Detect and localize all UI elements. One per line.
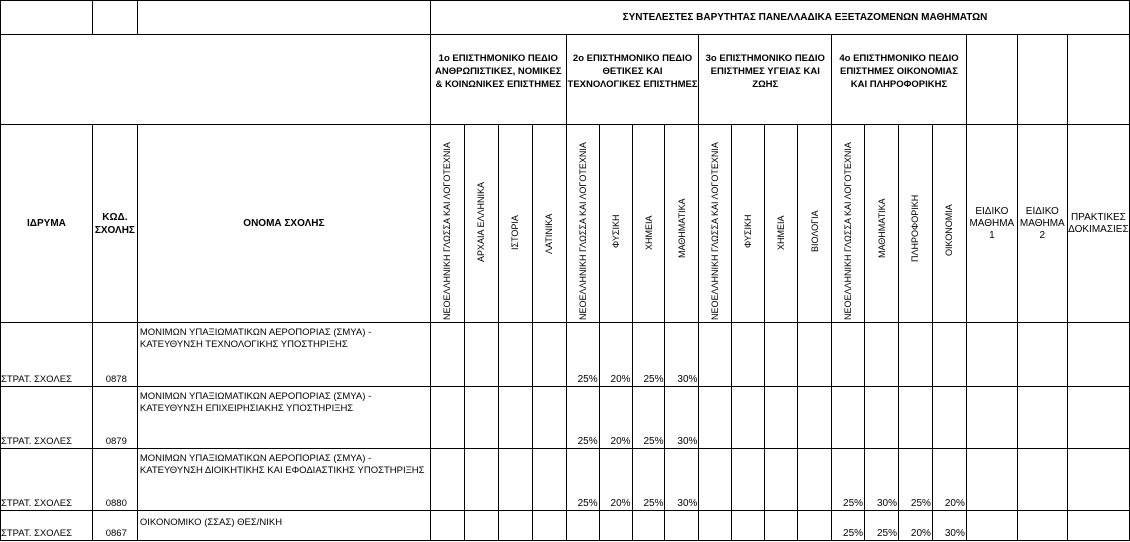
value-cell [699,323,732,387]
table-row [1,511,1130,541]
value-cell: 25% [865,511,899,541]
subject-header: ΦΥΣΙΚΗ [732,125,765,323]
value-cell [498,511,532,541]
subject-header: ΑΡΧΑΙΑ ΕΛΛΗΝΙΚΑ [464,125,498,323]
blank-cell [92,1,137,35]
value-cell [599,511,632,541]
value-cell [464,387,498,449]
value-cell [430,387,464,449]
table-title: ΣΥΝΤΕΛΕΣΤΕΣ ΒΑΡΥΤΗΤΑΣ ΠΑΝΕΛΛΑΔΙΚΑ ΕΞΕΤΑΖΟΜΕΝΩΝ ΜΑΘΗΜΑΤΩΝ [430,1,1129,35]
value-cell: 25% [632,449,665,511]
subject-header: ΝΕΟΕΛΛΗΝΙΚΗ ΓΛΩΣΣΑ ΚΑΙ ΛΟΓΟΤΕΧΝΙΑ [566,125,599,323]
value-cell [765,511,798,541]
value-cell [832,387,865,449]
practical-cell [1067,323,1129,387]
subject-header: ΝΕΟΕΛΛΗΝΙΚΗ ΓΛΩΣΣΑ ΚΑΙ ΛΟΓΟΤΕΧΝΙΑ [699,125,732,323]
subject-header: ΛΑΤΙΝΙΚΑ [532,125,566,323]
value-cell: 25% [566,449,599,511]
value-cell [665,511,699,541]
institution-cell: ΣΤΡΑΤ. ΣΧΟΛΕΣ [1,387,93,449]
value-cell: 20% [932,449,966,511]
field-header-1: 1ο ΕΠΙΣΤΗΜΟΝΙΚΟ ΠΕΔΙΟ ΑΝΘΡΩΠΙΣΤΙΚΕΣ, ΝΟΜΙΚΕΣ & ΚΟΙΝΩΝΙΚΕΣ ΕΠΙΣΤΗΜΕΣ [430,35,566,125]
value-cell: 25% [632,323,665,387]
institution-header: ΙΔΡΥΜΑ [1,125,93,323]
blank-header-cell [1,35,431,125]
value-cell [898,323,932,387]
blank-cell [137,1,430,35]
value-cell [498,387,532,449]
special-1-cell [966,387,1017,449]
value-cell [532,511,566,541]
value-cell [632,511,665,541]
value-cell: 30% [932,511,966,541]
value-cell [832,323,865,387]
value-cell [430,449,464,511]
value-cell: 25% [566,387,599,449]
school-name-cell: ΟΙΚΟΝΟΜΙΚΟ (ΣΣΑΣ) ΘΕΣ/ΝΙΚΗ [137,511,430,541]
value-cell: 20% [599,387,632,449]
value-cell: 25% [632,387,665,449]
value-cell [566,511,599,541]
value-cell: 20% [599,323,632,387]
special-subject-1-header: ΕΙΔΙΚΟ ΜΑΘΗΜΑ 1 [966,125,1017,323]
value-cell [464,511,498,541]
practical-cell [1067,387,1129,449]
code-header: ΚΩΔ. ΣΧΟΛΗΣ [92,125,137,323]
value-cell [798,449,832,511]
value-cell [498,449,532,511]
school-name-cell: ΜΟΝΙΜΩΝ ΥΠΑΞΙΩΜΑΤΙΚΩΝ ΑΕΡΟΠΟΡΙΑΣ (ΣΜΥΑ) - ΚΑΤΕΥΘΥΝΣΗ ΤΕΧΝΟΛΟΓΙΚΗΣ ΥΠΟΣΤΗΡΙΞΗΣ [137,323,430,387]
subject-header: ΜΑΘΗΜΑΤΙΚΑ [665,125,699,323]
value-cell: 25% [566,323,599,387]
code-cell: 0880 [92,449,137,511]
special-2-cell [1017,323,1067,387]
field-header-3: 3ο ΕΠΙΣΤΗΜΟΝΙΚΟ ΠΕΔΙΟ ΕΠΙΣΤΗΜΕΣ ΥΓΕΙΑΣ ΚΑΙ ΖΩΗΣ [699,35,832,125]
value-cell: 20% [898,511,932,541]
blank-header-cell [1067,35,1129,125]
value-cell: 20% [599,449,632,511]
value-cell [798,323,832,387]
institution-cell: ΣΤΡΑΤ. ΣΧΟΛΕΣ [1,449,93,511]
table-row [1,449,1130,511]
subject-header: ΠΛΗΡΟΦΟΡΙΚΗ [898,125,932,323]
subject-header: ΜΑΘΗΜΑΤΙΚΑ [865,125,899,323]
blank-cell [1,1,93,35]
special-1-cell [966,449,1017,511]
practical-tests-header: ΠΡΑΚΤΙΚΕΣ ΔΟΚΙΜΑΣΙΕΣ [1067,125,1129,323]
subject-header: ΦΥΣΙΚΗ [599,125,632,323]
value-cell [798,387,832,449]
blank-header-cell [1017,35,1067,125]
subject-header: ΒΙΟΛΟΓΙΑ [798,125,832,323]
value-cell [532,387,566,449]
value-cell [932,387,966,449]
table-row [1,387,1130,449]
value-cell: 25% [832,449,865,511]
school-name-cell: ΜΟΝΙΜΩΝ ΥΠΑΞΙΩΜΑΤΙΚΩΝ ΑΕΡΟΠΟΡΙΑΣ (ΣΜΥΑ) - ΚΑΤΕΥΘΥΝΣΗ ΔΙΟΙΚΗΤΙΚΗΣ ΚΑΙ ΕΦΟΔΙΑΣΤΙΚΗΣ ΥΠΟΣΤΗΡΙΞΗΣ [137,449,430,511]
value-cell: 30% [665,387,699,449]
value-cell [865,323,899,387]
blank-header-cell [966,35,1017,125]
value-cell [498,323,532,387]
value-cell: 30% [665,449,699,511]
value-cell [464,323,498,387]
value-cell [532,323,566,387]
value-cell [798,511,832,541]
subject-header: ΝΕΟΕΛΛΗΝΙΚΗ ΓΛΩΣΣΑ ΚΑΙ ΛΟΓΟΤΕΧΝΙΑ [430,125,464,323]
value-cell [699,449,732,511]
special-1-cell [966,511,1017,541]
value-cell [430,511,464,541]
value-cell [865,387,899,449]
subject-header: ΟΙΚΟΝΟΜΙΑ [932,125,966,323]
practical-cell [1067,511,1129,541]
value-cell [732,449,765,511]
subject-header: ΙΣΤΟΡΙΑ [498,125,532,323]
subject-header: ΝΕΟΕΛΛΗΝΙΚΗ ΓΛΩΣΣΑ ΚΑΙ ΛΟΓΟΤΕΧΝΙΑ [832,125,865,323]
value-cell [732,323,765,387]
value-cell: 30% [665,323,699,387]
code-cell: 0878 [92,323,137,387]
field-header-2: 2ο ΕΠΙΣΤΗΜΟΝΙΚΟ ΠΕΔΙΟ ΘΕΤΙΚΕΣ ΚΑΙ ΤΕΧΝΟΛΟΓΙΚΕΣ ΕΠΙΣΤΗΜΕΣ [566,35,699,125]
special-2-cell [1017,387,1067,449]
subject-header: ΧΗΜΕΙΑ [765,125,798,323]
value-cell: 30% [865,449,899,511]
subject-header: ΧΗΜΕΙΑ [632,125,665,323]
value-cell [699,511,732,541]
special-2-cell [1017,511,1067,541]
value-cell [464,449,498,511]
value-cell: 25% [832,511,865,541]
value-cell [765,387,798,449]
value-cell [732,511,765,541]
institution-cell: ΣΤΡΑΤ. ΣΧΟΛΕΣ [1,323,93,387]
value-cell [765,449,798,511]
value-cell [898,387,932,449]
value-cell [430,323,464,387]
special-subject-2-header: ΕΙΔΙΚΟ ΜΑΘΗΜΑ 2 [1017,125,1067,323]
value-cell [532,449,566,511]
school-name-cell: ΜΟΝΙΜΩΝ ΥΠΑΞΙΩΜΑΤΙΚΩΝ ΑΕΡΟΠΟΡΙΑΣ (ΣΜΥΑ) - ΚΑΤΕΥΘΥΝΣΗ ΕΠΙΧΕΙΡΗΣΙΑΚΗΣ ΥΠΟΣΤΗΡΙΞΗΣ [137,387,430,449]
field-header-4: 4ο ΕΠΙΣΤΗΜΟΝΙΚΟ ΠΕΔΙΟ ΕΠΙΣΤΗΜΕΣ ΟΙΚΟΝΟΜΙΑΣ ΚΑΙ ΠΛΗΡΟΦΟΡΙΚΗΣ [832,35,967,125]
value-cell [765,323,798,387]
special-2-cell [1017,449,1067,511]
value-cell [932,323,966,387]
special-1-cell [966,323,1017,387]
code-cell: 0867 [92,511,137,541]
code-cell: 0879 [92,387,137,449]
school-name-header: ΟΝΟΜΑ ΣΧΟΛΗΣ [137,125,430,323]
institution-cell: ΣΤΡΑΤ. ΣΧΟΛΕΣ [1,511,93,541]
value-cell [699,387,732,449]
practical-cell [1067,449,1129,511]
value-cell: 25% [898,449,932,511]
value-cell [732,387,765,449]
table-row [1,323,1130,387]
